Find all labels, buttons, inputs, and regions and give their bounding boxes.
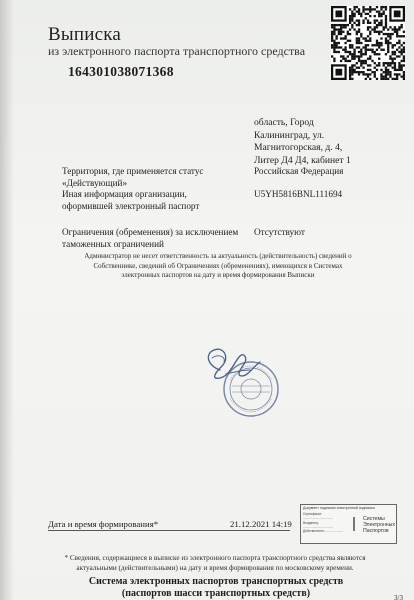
restrictions-label (62, 227, 252, 251)
document-title: Выписка (48, 24, 121, 45)
restrictions-value: Отсутствуют (254, 227, 305, 237)
territory-value: Российская Федерация (254, 166, 344, 176)
logo-line: Системы (363, 516, 385, 522)
owner-address (254, 117, 351, 167)
address-line: Литер Д4 Д4, кабинет 1 (254, 154, 351, 166)
system-name-line: (паспортов шасси транспортных средств) (121, 587, 311, 599)
territory-label (62, 166, 252, 190)
label-line: Ограничения (обременения) за исключением (62, 227, 239, 237)
esig-line: Владелец: (303, 520, 319, 525)
other-info-value: U5YH5816BNL111694 (254, 189, 343, 199)
esig-line: Действителен: .................... (303, 529, 344, 534)
system-name-line: Система электронных паспортов транспортных средств (88, 576, 344, 587)
label-line: таможенных ограничений (62, 238, 164, 249)
official-round-stamp (222, 360, 280, 418)
address-line: Калининград, ул. (254, 129, 325, 141)
generation-datetime-value: 21.12.2021 14:19 (230, 519, 292, 529)
label-line: Территория, где применяется статус (62, 166, 204, 176)
disclaimer-line: электронных паспортов на дату и время формирования Выписки (121, 271, 315, 280)
system-logo-text (363, 517, 395, 534)
footnote-line: * Сведения, содержащиеся в выписке из электронного паспорта транспортного средства являются (64, 554, 366, 562)
electronic-signature-box (300, 504, 397, 544)
disclaimer-line: Собственнике, сведений об Ограничениях (обременениях), имеющихся в Системах (93, 261, 343, 270)
system-logo-icon (353, 517, 363, 531)
address-line: Магнитогорская, д. 4, (254, 142, 343, 154)
generation-datetime-label: Дата и время формирования* (48, 519, 159, 529)
esig-line: .................................. (303, 516, 334, 521)
label-line: оформившей электронный паспорт (62, 200, 200, 211)
esig-title: Документ подписан электронной подписью (303, 506, 375, 510)
disclaimer-line: Администратор не несет ответственность за актуальность (действительность) сведений о (84, 252, 352, 260)
logo-line: Паспортов (363, 527, 389, 534)
label-line: «Действующий» (62, 177, 128, 188)
qr-code-icon (331, 6, 405, 80)
system-name (48, 576, 384, 599)
other-info-label (62, 189, 252, 213)
address-line: область, Город (254, 117, 314, 128)
administrator-disclaimer (62, 252, 374, 281)
scan-edge-shadow (0, 0, 14, 600)
esig-line: .................................. (303, 524, 334, 529)
footnote-line: актуальными (действительными) на дату и время формирования по московскому времени. (76, 564, 354, 572)
logo-line: Электронных (363, 521, 395, 528)
document-number: 164301038071368 (68, 64, 174, 79)
esig-details (303, 512, 349, 533)
label-line: Иная информация организации, (62, 189, 187, 199)
footnote (56, 553, 374, 573)
document-subtitle: из электронного паспорта транспортного средства (48, 44, 306, 58)
generation-underline (48, 530, 290, 531)
page-number: 3/3 (394, 594, 403, 600)
esig-line: Сертификат: (303, 512, 322, 516)
